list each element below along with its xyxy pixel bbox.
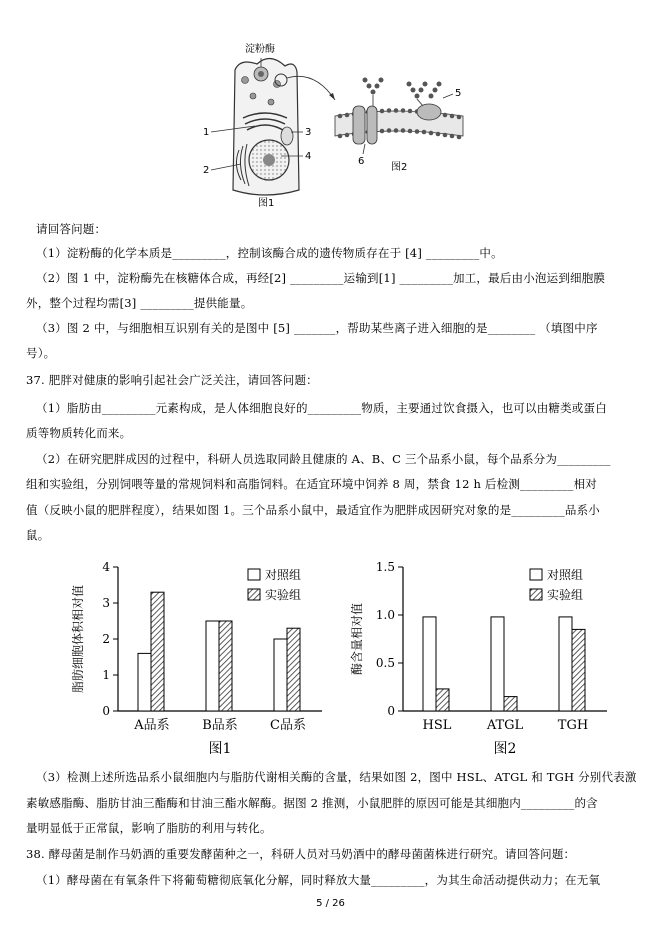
y-tick-label: 2 xyxy=(102,632,110,646)
legend-label: 对照组 xyxy=(547,568,584,582)
y-tick-label: 1.0 xyxy=(375,608,395,622)
bar-control xyxy=(559,617,572,711)
cell-diagram xyxy=(211,58,335,195)
bar-experiment xyxy=(572,629,585,711)
chart-title: 图2 xyxy=(493,741,517,757)
legend-swatch-experiment xyxy=(530,589,542,600)
chart-title: 图1 xyxy=(208,741,232,757)
bar-experiment xyxy=(287,628,300,711)
fig1-caption: 图1 xyxy=(258,198,275,209)
y-tick-label: 0 xyxy=(387,704,395,718)
text-line: （1）酵母菌在有氧条件下将葡萄糖彻底氧化分解，同时释放大量_________，为其生命活动提供动力；在无氧 xyxy=(36,873,601,887)
text-line: （1）脂肪由_________元素构成，是人体细胞良好的_________物质，主要通过饮食摄入，也可以由糖类或蛋白 xyxy=(36,401,607,415)
text-line: 素敏感脂酶、脂肪甘油三酯酶和甘油三酯水解酶。据图 2 推测，小鼠肥胖的原因可能是其细胞内_________的含 xyxy=(26,796,598,810)
y-tick-label: 1.5 xyxy=(375,560,395,574)
x-tick-label: TGH xyxy=(557,718,589,733)
label-6: 6 xyxy=(358,156,365,167)
text-line: 质等物质转化而来。 xyxy=(26,426,132,440)
text-line: 值（反映小鼠的肥胖程度），结果如图 1。三个品系小鼠中，最适宜作为肥胖成因研究对象的是_________品系小 xyxy=(26,503,600,517)
chart-enzyme-content xyxy=(345,555,615,760)
text-line: 请回答问题： xyxy=(36,222,107,236)
text-line: 鼠。 xyxy=(26,528,50,542)
x-tick-label: C品系 xyxy=(270,718,306,733)
legend-swatch-control xyxy=(530,569,542,580)
legend-label: 对照组 xyxy=(265,568,302,582)
text-line: （2）在研究肥胖成因的过程中，科研人员选取同龄且健康的 A、B、C 三个品系小鼠，每个品系分为_________ xyxy=(36,452,611,466)
y-tick-label: 3 xyxy=(102,596,110,610)
bar-experiment xyxy=(219,621,232,711)
label-4: 4 xyxy=(305,151,312,162)
text-line: 组和实验组，分别饲喂等量的常规饲料和高脂饲料。在适宜环境中饲养 8 周，禁食 12 h 后检测_________相对 xyxy=(26,477,597,491)
y-tick-label: 0 xyxy=(102,704,110,718)
fig2-caption: 图2 xyxy=(391,162,408,173)
text-line: 号）。 xyxy=(26,346,56,360)
label-3: 3 xyxy=(305,127,312,138)
legend-swatch-control xyxy=(248,569,260,580)
x-tick-label: HSL xyxy=(422,718,452,733)
bar-control xyxy=(138,653,151,711)
text-line: （3）图 2 中，与细胞相互识别有关的是图中 [5] _______，帮助某些离子进入细胞的是________ （填图中序 xyxy=(36,321,598,335)
label-1: 1 xyxy=(203,127,210,138)
text-line: （1）淀粉酶的化学本质是_________，控制该酶合成的遗传物质存在于 [4] _________中。 xyxy=(36,246,503,260)
legend-label: 实验组 xyxy=(547,588,584,602)
text-line: 外，整个过程均需[3] _________提供能量。 xyxy=(26,296,253,310)
bar-experiment xyxy=(504,697,517,711)
y-tick-label: 1 xyxy=(102,668,110,682)
bar-control xyxy=(274,639,287,711)
bar-control xyxy=(206,621,219,711)
bar-experiment xyxy=(151,592,164,711)
bar-control xyxy=(491,617,504,711)
question-37-title: 37. 肥胖对健康的影响引起社会广泛关注，请回答问题： xyxy=(26,373,318,387)
enzyme-label: 淀粉酶 xyxy=(245,44,275,55)
bar-control xyxy=(423,617,436,711)
chart-fat-cell-volume xyxy=(60,555,330,760)
text-line: （3）检测上述所选品系小鼠细胞内与脂肪代谢相关酶的含量，结果如图 2，图中 HSL、ATGL 和 TGH 分别代表激 xyxy=(36,770,637,784)
x-tick-label: A品系 xyxy=(134,718,170,733)
label-2: 2 xyxy=(203,165,210,176)
label-5: 5 xyxy=(455,88,462,99)
cell-figure xyxy=(195,40,485,210)
x-tick-label: ATGL xyxy=(486,718,524,733)
text-line: （2）图 1 中，淀粉酶先在核糖体合成，再经[2] _________运输到[1] _________加工，最后由小泡运到细胞膜 xyxy=(36,271,606,285)
membrane-diagram xyxy=(335,78,463,155)
question-38-title: 38. 酵母菌是制作马奶酒的重要发酵菌种之一，科研人员对马奶酒中的酵母菌菌株进行研究。请回答问题： xyxy=(26,847,576,861)
page-number: 5 / 26 xyxy=(316,898,345,909)
legend-swatch-experiment xyxy=(248,589,260,600)
bar-experiment xyxy=(436,689,449,711)
legend-label: 实验组 xyxy=(265,588,302,602)
y-axis-label: 脂肪细胞体积相对值 xyxy=(71,584,85,694)
y-tick-label: 4 xyxy=(102,560,110,574)
x-tick-label: B品系 xyxy=(202,718,238,733)
y-tick-label: 0.5 xyxy=(375,656,395,670)
y-axis-label: 酶含量相对值 xyxy=(350,602,364,676)
text-line: 量明显低于正常鼠，影响了脂肪的利用与转化。 xyxy=(26,821,272,835)
